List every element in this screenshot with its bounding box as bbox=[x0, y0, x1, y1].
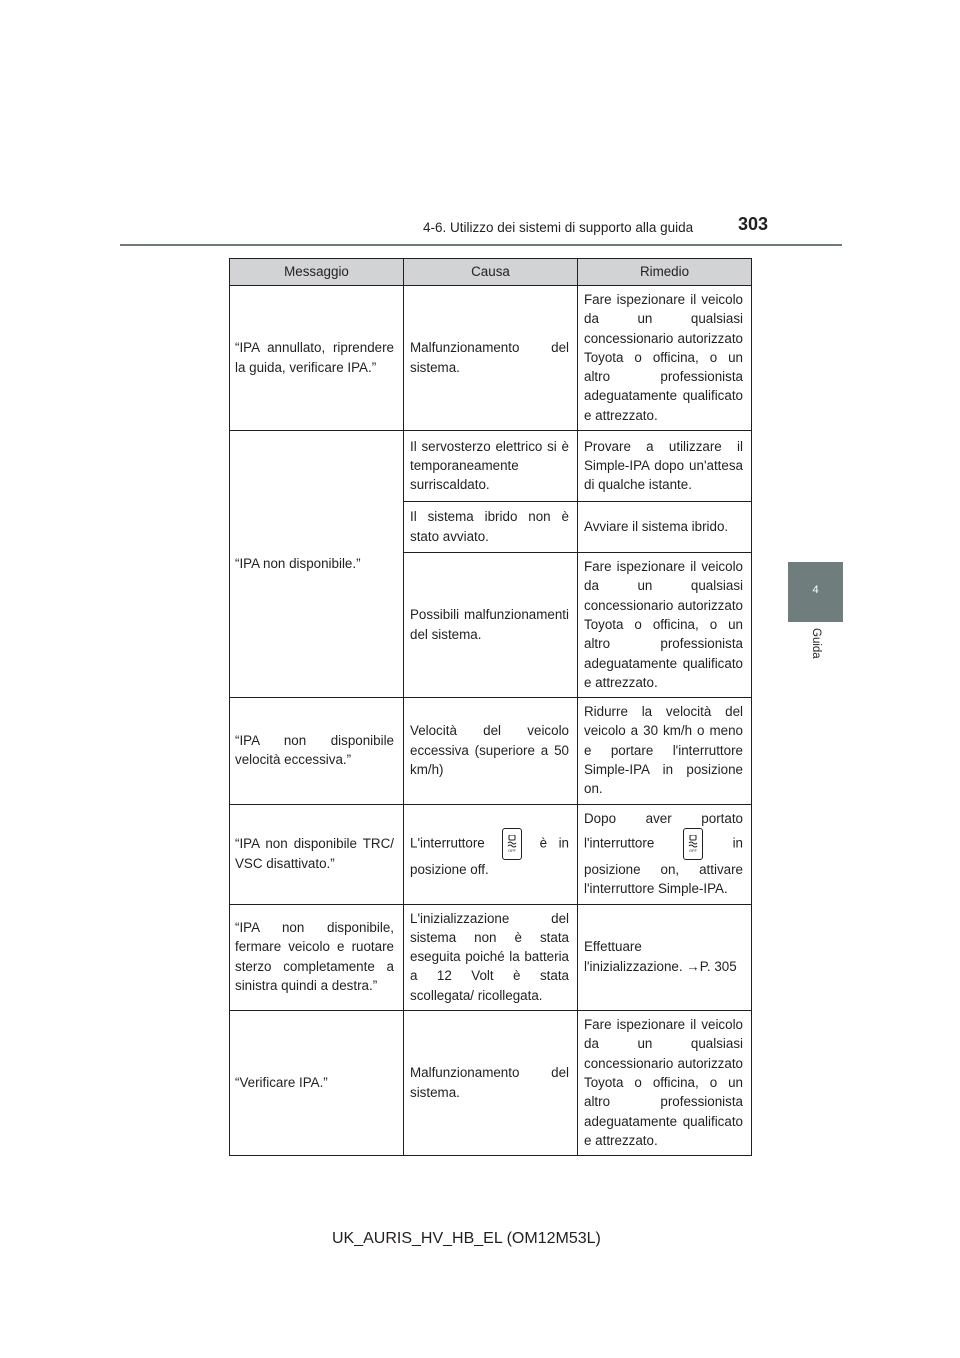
remedy-cell bbox=[578, 904, 752, 1010]
remedy-cell: Fare ispezionare il veicolo da un qualsiasi concessionario autorizzato Toyota o officina, o un altro professionista adeguatamente qualificato e attrezzato. bbox=[578, 553, 752, 698]
message-cell: “Verificare IPA.” bbox=[230, 1011, 404, 1156]
message-cell: “IPA non disponibile.” bbox=[230, 431, 404, 698]
svg-text:OFF: OFF bbox=[689, 847, 698, 853]
cause-text-after: è in posizione off. bbox=[410, 835, 569, 877]
cause-cell: Il sistema ibrido non è stato avviato. bbox=[404, 502, 578, 553]
table-row bbox=[230, 286, 752, 431]
cause-cell: Il servosterzo elettrico si è temporaneamente surriscaldato. bbox=[404, 431, 578, 502]
message-cell: “IPA non disponibile, fermare veicolo e ruotare sterzo completamente a sinistra quindi a destra.” bbox=[230, 904, 404, 1010]
column-header-causa: Causa bbox=[404, 259, 578, 286]
document-id: UK_AURIS_HV_HB_EL (OM12M53L) bbox=[332, 1230, 601, 1247]
remedy-cell: Avviare il sistema ibrido. bbox=[578, 502, 752, 553]
header-rule bbox=[120, 244, 842, 246]
table-row bbox=[230, 1011, 752, 1156]
remedy-text-after: in posizione on, attivare l'interruttore Simple-IPA. bbox=[584, 835, 743, 897]
table-header-row bbox=[230, 259, 752, 286]
chapter-tab[interactable] bbox=[788, 562, 843, 622]
remedy-text: Effettuare l'inizializzazione. bbox=[584, 939, 683, 974]
message-cell: “IPA annullato, riprendere la guida, verificare IPA.” bbox=[230, 286, 404, 431]
chapter-number: 4 bbox=[812, 584, 819, 596]
message-cell: “IPA non disponibile velocità eccessiva.” bbox=[230, 698, 404, 804]
remedy-cell: Fare ispezionare il veicolo da un qualsiasi concessionario autorizzato Toyota o officina, o un altro professionista adeguatamente qualificato e attrezzato. bbox=[578, 286, 752, 431]
cause-cell: Velocità del veicolo eccessiva (superiore a 50 km/h) bbox=[404, 698, 578, 804]
svg-text:OFF: OFF bbox=[508, 847, 517, 853]
table-row bbox=[230, 698, 752, 804]
cross-reference-arrow: → bbox=[686, 958, 700, 974]
cause-cell: Malfunzionamento del sistema. bbox=[404, 1011, 578, 1156]
remedy-cell: Provare a utilizzare il Simple-IPA dopo un'attesa di qualche istante. bbox=[578, 431, 752, 502]
remedy-cell: Ridurre la velocità del veicolo a 30 km/h o meno e portare l'interruttore Simple-IPA in posizione on. bbox=[578, 698, 752, 804]
cause-cell bbox=[404, 804, 578, 904]
remedy-cell: Fare ispezionare il veicolo da un qualsiasi concessionario autorizzato Toyota o officina, o un altro professionista adeguatamente qualificato e attrezzato. bbox=[578, 1011, 752, 1156]
cause-cell: Possibili malfunzionamenti del sistema. bbox=[404, 553, 578, 698]
cause-text-before: L'interruttore bbox=[410, 835, 485, 851]
message-table bbox=[229, 258, 752, 1156]
vsc-off-switch-icon bbox=[502, 828, 522, 860]
remedy-text-before: Dopo aver portato l'interruttore bbox=[584, 810, 743, 851]
cause-cell: Malfunzionamento del sistema. bbox=[404, 286, 578, 431]
cross-reference-link[interactable]: P. 305 bbox=[699, 958, 737, 974]
table-row bbox=[230, 904, 752, 1010]
table-row bbox=[230, 431, 752, 502]
page-number: 303 bbox=[738, 214, 769, 234]
vsc-off-switch-icon bbox=[683, 828, 703, 860]
chapter-label: Guida bbox=[810, 628, 822, 659]
table-row bbox=[230, 804, 752, 904]
cause-cell: L'inizializzazione del sistema non è stata eseguita poiché la batteria a 12 Volt è stata scollegata/ ricollegata. bbox=[404, 904, 578, 1010]
column-header-rimedio: Rimedio bbox=[578, 259, 752, 286]
column-header-messaggio: Messaggio bbox=[230, 259, 404, 286]
remedy-cell bbox=[578, 804, 752, 904]
message-cell: “IPA non disponibile TRC/ VSC disattivato.” bbox=[230, 804, 404, 904]
section-title: 4-6. Utilizzo dei sistemi di supporto alla guida bbox=[423, 220, 694, 235]
